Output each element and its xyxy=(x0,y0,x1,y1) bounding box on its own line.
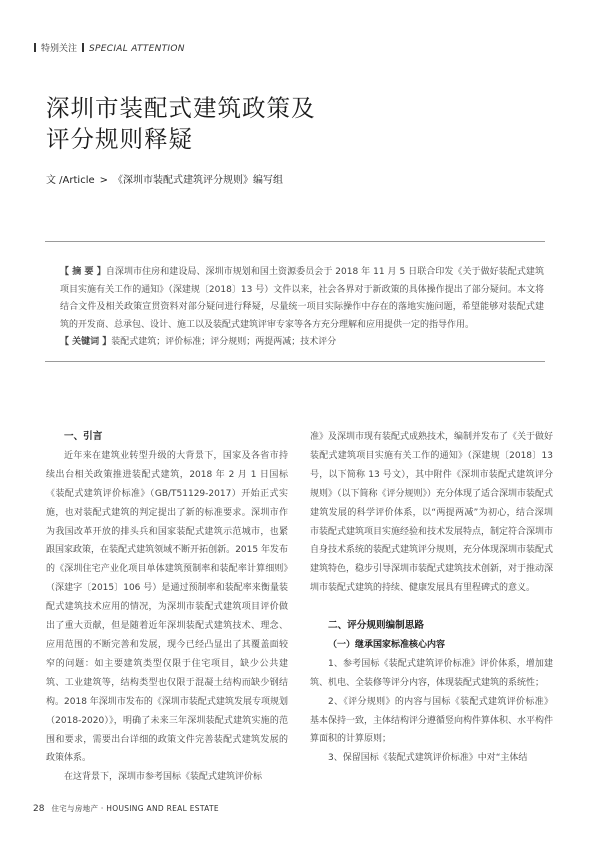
left-column xyxy=(46,428,288,787)
body-paragraph: 近年来在建筑业转型升级的大背景下，国家及各省市持续出台相关政策推进装配式建筑，2018 年 2 月 1 日国标《装配式建筑评价标准》（GB/T51129-2017）开始正式实施，也对装配式建筑的判定提出了新的标准要求。深圳市作为我国改革开放的排头兵和国家装配式建筑示范城市，也紧跟国家政策，在装配式建筑领域不断开拓创新。2015 年发布的《深圳住宅产业化项目单体建筑预制率和装配率计算细则》（深建字〔2015〕106 号）是通过预制率和装配率来衡量装配式建筑技术应用的情况，为深圳市装配式建筑项目评价做出了重大贡献，但是随着近年深圳装配式建筑技术、理念、应用范围的不断完善和发展，现今已经凸显出了其覆盖面较窄的问题：如主要建筑类型仅限于住宅项目，缺少公共建筑、工业建筑等，结构类型也仅限于混凝土结构而缺少钢结构。2018 年深圳市发布的《深圳市装配式建筑发展专项规划（2018-2020）》，明确了未来三年深圳装配式建筑实施的范围和要求，需要出台详细的政策文件完善装配式建筑发展的政策体系。 xyxy=(46,450,288,764)
abstract-top-rule xyxy=(45,241,545,242)
section-bar xyxy=(82,43,84,52)
byline-arrow: > xyxy=(99,175,109,186)
spacer xyxy=(310,598,553,617)
magazine-name: 住宅与房地产 · HOUSING AND REAL ESTATE xyxy=(51,804,219,813)
section-tag xyxy=(34,41,185,54)
abstract-label: 【 摘 要 】 xyxy=(60,267,106,277)
byline xyxy=(46,171,283,186)
abstract-text: 自深圳市住房和建设局、深圳市规划和国土资源委员会于 2018 年 11 月 5 日联合印发《关于做好装配式建筑项目实施有关工作的通知》（深建规〔2018〕13 号）文件以来，社会各界对于新政策的具体操作提出了部分疑问。本文将结合文件及相关政策宣贯资料对部分疑问进行释疑，尽量统一项目实际操作中存在的落地实施问题，希望能够对装配式建筑的开发商、总承包、设计、施工以及装配式建筑评审专家等各方充分理解和应用提供一定的指导作用。 xyxy=(60,267,544,330)
section-heading-intro: 一、引言 xyxy=(64,431,103,442)
abstract-bottom-rule xyxy=(45,361,545,362)
list-item: 1、参考国标《装配式建筑评价标准》评价体系，增加建筑、机电、全装修等评分内容，体现装配式建筑的系统性； xyxy=(310,658,553,688)
body-paragraph: 准》及深圳市现有装配式成熟技术，编制并发布了《关于做好装配式建筑项目实施有关工作的通知》（深建规〔2018〕13 号，以下简称 13 号文），其中附件《深圳市装配式建筑评分规则》（以下简称《评分规则》）充分体现了适合深圳市装配式建筑发展的科学评价体系，以“两提两减”为初心，结合深圳市装配式建筑项目实施经验和技术发展特点，制定符合深圳市自身技术系统的装配式建筑评分规则，充分体现深圳市装配式建筑特色，稳步引导深圳市装配式建筑技术创新，对于推动深圳市装配式建筑的持续、健康发展具有里程碑式的意义。 xyxy=(310,432,554,594)
section-label-en: SPECIAL ATTENTION xyxy=(89,44,185,54)
right-column xyxy=(310,428,553,768)
abstract-block xyxy=(60,264,544,352)
section-label-cn: 特别关注 xyxy=(41,44,78,54)
abstract-paragraph xyxy=(60,264,544,334)
byline-author: 《深圳市装配式建筑评分规则》编写组 xyxy=(113,175,284,186)
page-number: 28 xyxy=(33,804,45,814)
subheading: （一）继承国家标准核心内容 xyxy=(328,639,446,650)
title-line-1: 深圳市装配式建筑政策及 xyxy=(46,94,316,122)
byline-prefix: 文 /Article xyxy=(46,175,95,186)
list-item: 2、《评分规则》的内容与国标《装配式建筑评价标准》基本保持一致，主体结构评分遵循竖向构件算体积、水平构件算面积的计算原则； xyxy=(310,696,554,745)
article-title xyxy=(46,93,316,155)
keywords-text: 装配式建筑；评价标准；评分规则；两提两减；技术评分 xyxy=(111,337,337,348)
section-heading-rules: 二、评分规则编制思路 xyxy=(328,620,424,632)
keywords-label: 【 关键词 】 xyxy=(60,337,112,348)
page-footer xyxy=(33,803,219,814)
title-line-2: 评分规则释疑 xyxy=(46,125,193,153)
keywords-paragraph xyxy=(60,334,544,352)
section-bar xyxy=(34,43,36,52)
list-item: 3、保留国标《装配式建筑评价标准》中对“主体结 xyxy=(328,753,528,764)
body-paragraph: 在这背景下，深圳市参考国标《装配式建筑评价标 xyxy=(64,772,263,783)
